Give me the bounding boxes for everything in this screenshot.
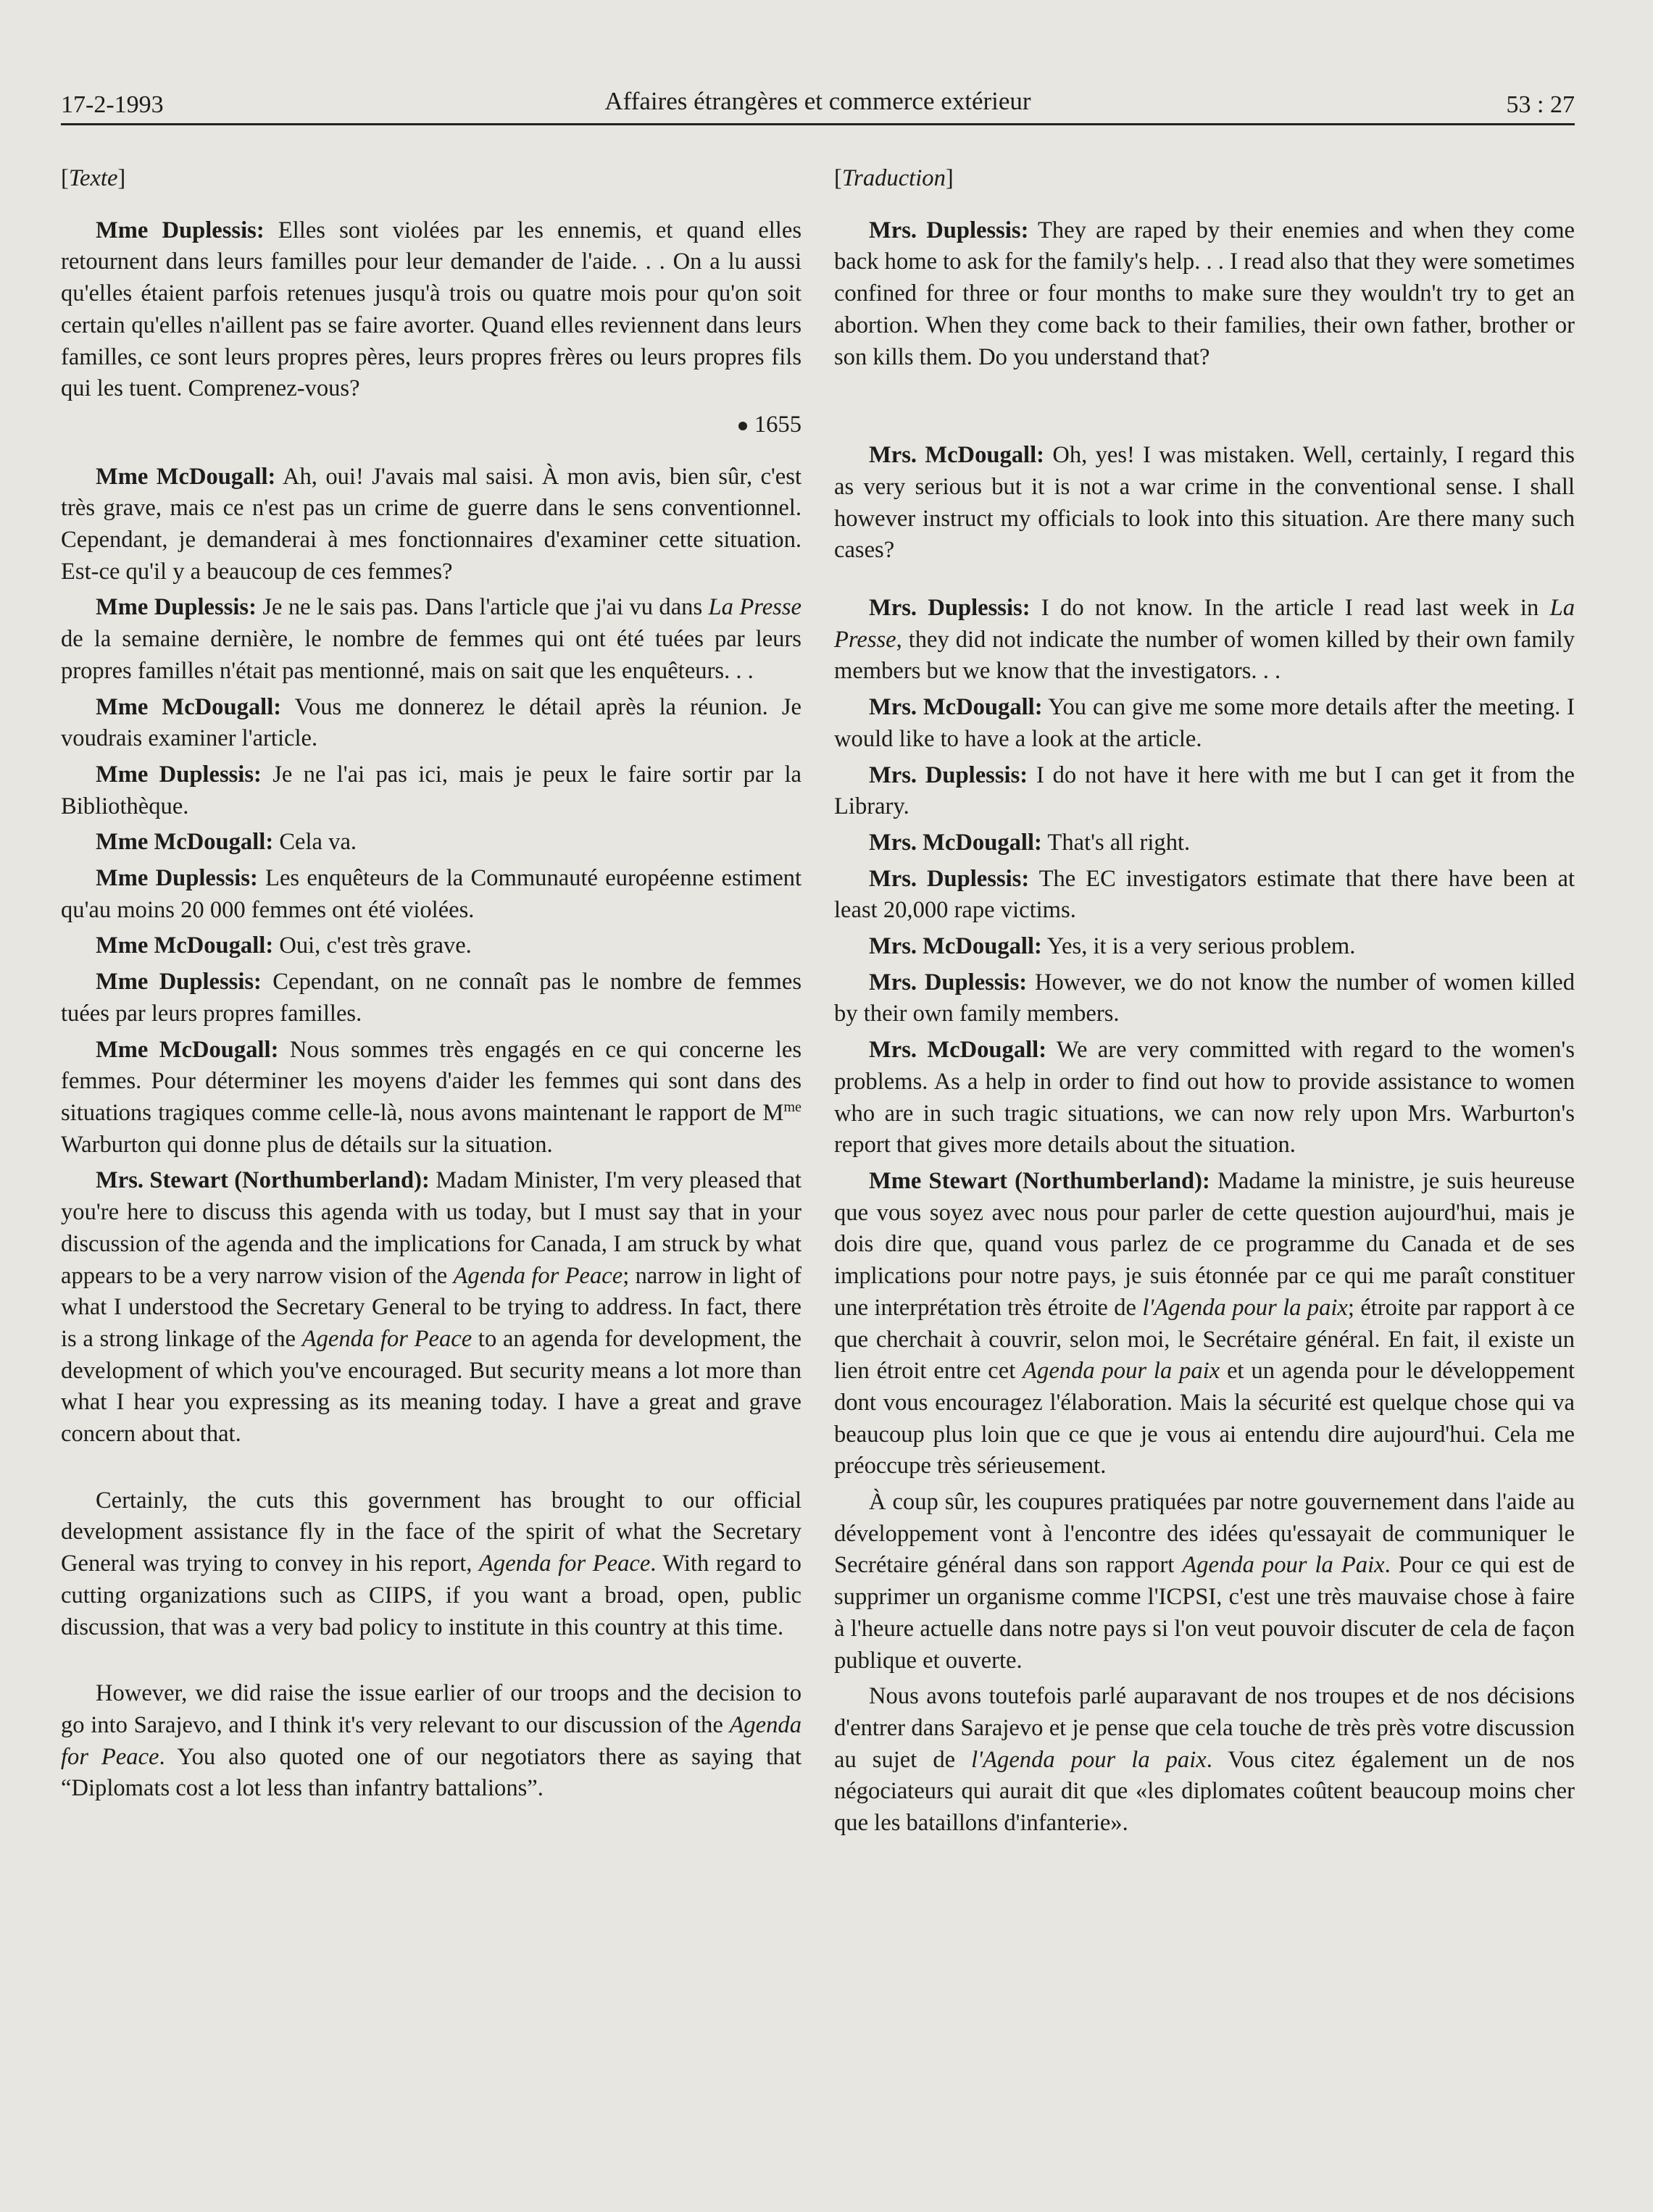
paragraph: Mme McDougall: Nous sommes très engagés en ce qui concerne les femmes. Pour déterminer les moyens d'aider les femmes qui sont dans des situations tragiques comme celle-là, nous avons maintenant le rapport de $M^{me}$ Warburton qui donne plus de détails sur la situation. <box>61 1036 802 1158</box>
speaker-name: Mme Duplessis: <box>96 865 258 892</box>
speaker-name: Mrs. McDougall: <box>869 933 1042 960</box>
speaker-name: Mme McDougall: <box>96 463 276 490</box>
paragraph: Mrs. Duplessis: The EC investigators estimate that there have been at least 20,000 rape victims. <box>834 865 1575 924</box>
paragraph: Mme McDougall: Cela va. <box>96 829 357 856</box>
speaker-name: Mrs. Stewart (Northumberland): <box>96 1167 430 1194</box>
paragraph: Nous avons toutefois parlé auparavant de nos troupes et de nos décisions d'entrer dans Sarajevo et je pense que cela touche de très près votre discussion au sujet de l'Agenda pour la paix. Vous citez également un de nos négociateurs qui aurait dit que «les diplomates coûtent beaucoup moins cher que les bataillons d'infanterie». <box>834 1683 1575 1837</box>
paragraph: Mrs. Duplessis: I do not know. In the article I read last week in La Presse, they did not indicate the number of women killed by their own family members but we know that the investigators. . . <box>834 595 1575 685</box>
section-label: [Traduction] <box>834 165 954 191</box>
paragraph: Mrs. McDougall: You can give me some more details after the meeting. I would like to have a look at the article. <box>834 694 1575 752</box>
time-marker: 1655 <box>61 409 801 441</box>
paragraph: However, we did raise the issue earlier of our troops and the decision to go into Sarajevo, and I think it's very relevant to our discussion of the Agenda for Peace. You also quoted one of our negotiators there as saying that “Diplomats cost a lot less than infantry battalions”. <box>61 1680 802 1802</box>
paragraph: Mme Duplessis: Les enquêteurs de la Communauté européenne estiment qu'au moins 20 000 femmes ont été violées. <box>61 865 801 923</box>
speaker-name: Mrs. McDougall: <box>869 442 1045 469</box>
header-page-number: 53 : 27 <box>1506 91 1575 118</box>
header-date: 17-2-1993 <box>61 91 164 118</box>
speaker-name: Mme McDougall: <box>96 693 282 720</box>
speaker-name: Mme Duplessis: <box>96 217 265 243</box>
speaker-name: Mrs. Duplessis: <box>869 969 1028 996</box>
running-header <box>61 81 1575 125</box>
paragraph: Mrs. McDougall: We are very committed with regard to the women's problems. As a help in order to find out how to provide assistance to women who are in such tragic situations, we can now rely upon Mrs. Warburton's report that gives more details about the situation. <box>834 1037 1575 1159</box>
paragraph: Mrs. Duplessis: I do not have it here with me but I can get it from the Library. <box>834 761 1575 820</box>
speaker-name: Mme Stewart (Northumberland): <box>869 1167 1210 1194</box>
speaker-name: Mme McDougall: <box>96 829 274 856</box>
paragraph: Mme McDougall: Vous me donnerez le détail après la réunion. Je voudrais examiner l'article. <box>61 693 801 752</box>
section-label: [Texte] <box>61 165 126 191</box>
paragraph: À coup sûr, les coupures pratiquées par notre gouvernement dans l'aide au développement vont à l'encontre des idées qu'essayait de communiquer le Secrétaire général dans son rapport Agenda pour la Paix. Pour ce qui est de supprimer un organisme comme l'ICPSI, c'est une très mauvaise chose à faire à l'heure actuelle dans notre pays si l'on veut pouvoir discuter de cela de façon publique et ouverte. <box>834 1489 1575 1674</box>
right-column <box>834 163 1575 1844</box>
paragraph: Mme Duplessis: Elles sont violées par les ennemis, et quand elles retournent dans leurs familles pour leur demander de l'aide. . . On a lu aussi qu'elles étaient parfois retenues jusqu'à trois ou quatre mois pour qu'on soit certain qu'elles n'aillent pas se faire avorter. Quand elles reviennent dans leurs familles, ce sont leurs propres pères, leurs propres frères ou leurs propres fils qui les tuent. Comprenez-vous? <box>61 217 801 402</box>
speaker-name: Mme McDougall: <box>96 1036 279 1063</box>
paragraph: Mme Duplessis: Je ne l'ai pas ici, mais je peux le faire sortir par la Bibliothèque. <box>61 761 801 819</box>
speaker-name: Mrs. Duplessis: <box>869 761 1028 788</box>
left-column <box>61 163 801 1844</box>
paragraph: Certainly, the cuts this government has brought to our official development assistance fly in the face of the spirit of what the Secretary General was trying to convey in his report, Agenda for Peace. With regard to cutting organizations such as CIIPS, if you want a broad, open, public discussion, that was a very bad policy to institute in this country at this time. <box>61 1487 801 1640</box>
two-column-body <box>61 163 1575 1844</box>
speaker-name: Mrs. Duplessis: <box>869 595 1030 622</box>
speaker-name: Mrs. McDougall: <box>869 1037 1047 1064</box>
speaker-name: Mme Duplessis: <box>96 969 262 996</box>
paragraph: Mme Duplessis: Cependant, on ne connaît pas le nombre de femmes tuées par leurs propres familles. <box>61 969 801 1027</box>
paragraph: Mrs. Duplessis: They are raped by their enemies and when they come back home to ask for the family's help. . . I read also that they were sometimes confined for three or four months to make sure they wouldn't try to get an abortion. When they come back to their families, their own father, brother or son kills them. Do you understand that? <box>834 217 1575 370</box>
paragraph: Mme McDougall: Ah, oui! J'avais mal saisi. À mon avis, bien sûr, c'est très grave, mais ce n'est pas un crime de guerre dans le sens conventionnel. Cependant, je demanderai à mes fonctionnaires d'examiner cette situation. Est-ce qu'il y a beaucoup de ces femmes? <box>61 463 801 585</box>
paragraph: Mme Stewart (Northumberland): Madame la ministre, je suis heureuse que vous soyez avec nous pour parler de cette question aujourd'hui, mais je dois dire que, quand vous parlez de ce programme du Canada et de ses implications pour notre pays, je suis étonnée par ce qui me paraît constituer une interprétation très étroite de l'Agenda pour la paix; étroite par rapport à ce que cherchait à couvrir, selon moi, le Secrétaire général. En fait, il existe un lien étroit entre cet Agenda pour la paix et un agenda pour le développement dont vous encouragez l'élaboration. Mais la sécurité est quelque chose qui va beaucoup plus loin que ce que je vous ai entendu dire aujourd'hui. Cela me préoccupe très sérieusement. <box>834 1167 1575 1479</box>
speaker-name: Mme Duplessis: <box>96 594 257 621</box>
paragraph: Mme Duplessis: Je ne le sais pas. Dans l'article que j'ai vu dans La Presse de la semaine dernière, le nombre de femmes qui ont été tuées par leurs propres familles n'était pas mentionné, mais on sait que les enquêteurs. . . <box>61 594 801 684</box>
bullet-icon <box>738 422 747 430</box>
paragraph: Mme McDougall: Oui, c'est très grave. <box>96 932 472 959</box>
paragraph: Mrs. Duplessis: However, we do not know the number of women killed by their own family members. <box>834 969 1575 1027</box>
speaker-name: Mrs. Duplessis: <box>869 865 1030 892</box>
paragraph: Mrs. Stewart (Northumberland): Madam Minister, I'm very pleased that you're here to discuss this agenda with us today, but I must say that in your discussion of the agenda and the implications for Canada, I am struck by what appears to be a very narrow vision of the Agenda for Peace; narrow in light of what I understood the Secretary General to be trying to address. In fact, there is a strong linkage of the Agenda for Peace to an agenda for development, the development of which you've encouraged. But security means a lot more than what I hear you expressing as its meaning today. I have a great and grave concern about that. <box>61 1167 801 1448</box>
speaker-name: Mrs. Duplessis: <box>869 217 1029 243</box>
paragraph: Mrs. McDougall: Yes, it is a very serious problem. <box>869 933 1356 960</box>
speaker-name: Mme McDougall: <box>96 932 274 959</box>
speaker-name: Mrs. McDougall: <box>869 694 1043 721</box>
header-title: Affaires étrangères et commerce extérieur <box>604 87 1031 115</box>
paragraph: Mrs. McDougall: Oh, yes! I was mistaken. Well, certainly, I regard this as very serious but it is not a war crime in the conventional sense. I shall however instruct my officials to look into this situation. Are there many such cases? <box>834 442 1575 564</box>
speaker-name: Mrs. McDougall: <box>869 829 1042 856</box>
speaker-name: Mme Duplessis: <box>96 761 262 788</box>
paragraph: Mrs. McDougall: That's all right. <box>869 829 1191 856</box>
